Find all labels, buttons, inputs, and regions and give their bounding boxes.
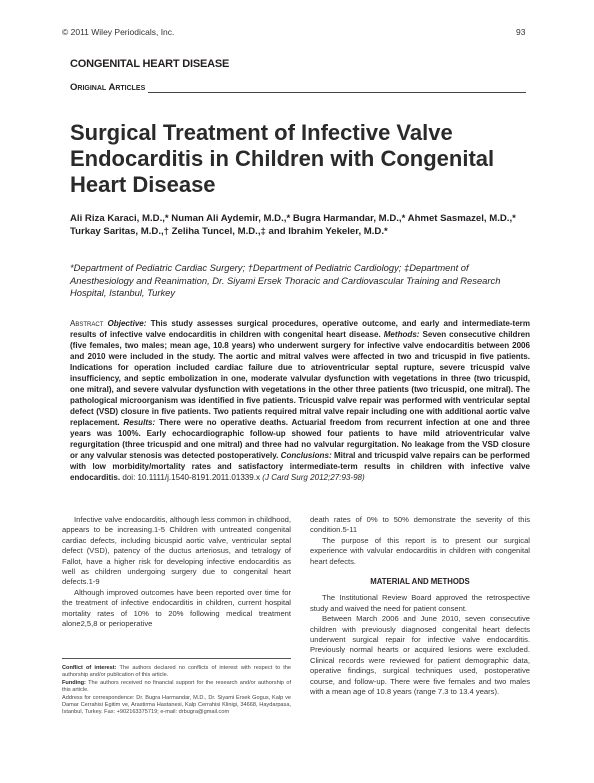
conclusions-label: Conclusions:	[280, 451, 332, 460]
conflict-text: The authors declared no conflicts of interest with respect to the authorship and/or publication of this article.	[62, 665, 292, 679]
conflict-of-interest-note	[62, 665, 291, 680]
abstract-block	[70, 318, 530, 483]
methods-label: Methods:	[383, 330, 420, 339]
footnotes	[62, 665, 291, 717]
results-label: Results:	[123, 418, 156, 427]
objective-text: This study assesses surgical procedures, operative outcome, and early and intermediate-term results of infective valve endocarditis in children with congenital heart disease.	[70, 319, 530, 339]
article-type-heading	[70, 82, 526, 96]
funding-note	[62, 680, 291, 695]
footnote-divider	[62, 658, 291, 659]
body-column-left	[62, 515, 291, 629]
article-type-label: Original Articles	[70, 82, 148, 93]
affiliations: *Department of Pediatric Cardiac Surgery; †Department of Pediatric Cardiology; ‡Department of Anesthesiology and Reanimation, Dr. Siyami Ersek Thoracic and Cardiovascular Training and Research Hospital, Istanbul, Turkey	[70, 262, 501, 298]
methods-paragraph-2: Between March 2006 and June 2010, seven consecutive children with previously diagnosed congenital heart defects underwent surgical repair for infective valve endocarditis. Previously normal hearts or acquired lesions were excluded. Clinical records were reviewed for patient demographic data, operative findings, surgical techniques used, postoperative course, and follow-up. There were five females and two males with a mean age of 10.8 years (range 7.3 to 13.4 years).	[310, 614, 530, 697]
journal-section-heading: CONGENITAL HEART DISEASE	[70, 58, 230, 70]
methods-section-heading: MATERIAL AND METHODS	[370, 577, 470, 587]
objective-label: Objective:	[107, 319, 147, 328]
page-number: 93	[516, 27, 526, 37]
intro-paragraph-1: Infective valve endocarditis, although less common in childhood, appears to be increasing.1-5 Children with untreated congenital cardiac defects, including bicuspid aortic valve, ventricular septal defect (VSD), patency of the ductus arteriosus, and tetralogy of Fallot, have a higher risk for developing infective endocarditis as well as children undergoing surgery due to congenital heart defects.1-9	[62, 515, 291, 587]
intro-paragraph-2: Although improved outcomes have been reported over time for the treatment of infective endocarditis in children, current hospital mortality rates of 10% to 20% following medical treatment alone2,5,8 or perioperative	[62, 587, 291, 629]
author-list: Ali Riza Karaci, M.D.,* Numan Ali Aydemir, M.D.,* Bugra Harmandar, M.D.,* Ahmet Sasmazel, M.D.,* Turkay Saritas, M.D.,† Zeliha Tuncel, M.D.,‡ and Ibrahim Yekeler, M.D.*	[70, 213, 516, 237]
intro-paragraph-purpose: The purpose of this report is to present our surgical experience with valvular endocarditis in children with congenital heart defects.	[310, 535, 530, 566]
funding-text: The authors received no financial support for the research and/or authorship of this article.	[62, 679, 291, 694]
correspondence-address: Address for correspondence: Dr. Bugra Harmandar, M.D., Dr. Siyami Ersek Gogus, Kalp ve Damar Cerrahisi Egitim ve, Arastirma Hastanesi, Kalp Cerrahisi Klinigi, 34668, Haydarpasa, Istanbul, Turkey. Fax: +902163375719; e-mail: drbugra@gmail.com	[62, 694, 291, 716]
conflict-label: Conflict of interest:	[62, 665, 117, 671]
methods-paragraph-1: The Institutional Review Board approved the retrospective study and waived the need for patient consent.	[310, 593, 530, 613]
conclusions-text: Mitral and tricuspid valve repairs can be performed with low morbidity/mortality rates and satisfactory intermediate-term results in children with infective valve endocarditis.	[70, 451, 530, 482]
intro-paragraph-continued: death rates of 0% to 50% demonstrate the severity of this condition.5-11	[310, 515, 530, 535]
body-column-right	[310, 515, 530, 698]
article-title: Surgical Treatment of Infective Valve Endocarditis in Children with Congenital Heart Disease	[70, 120, 495, 197]
methods-text: Seven consecutive children (five females, two males; mean age, 10.8 years) who underwent surgery for infective valve endocarditis between 2006 and 2010 were included in the study. The aortic and mitral valves were affected in two and tricuspid in five patients. Indications for operation included cardiac failure due to atrioventricular septal rupture, severe tricuspid valve insufficiency, and septic embolization in one, moderate valvular dysfunction with vegetations in three (two tricuspid, one mitral), and severe valvular dysfunction with vegetations in the other three patients (two tricuspid, one mitral). The pathological microorganism was identified in five patients. Tricuspid valve repair was performed with ventricular septal defect (VSD) closure in five patients. Two patients required mitral valve repair including one with additional aortic valve replacement.	[70, 330, 530, 427]
results-text: There were no operative deaths. Actuarial freedom from recurrent infection at one and three years was 100%. Early echocardiographic follow-up showed four patients to have mild atrioventricular valve regurgitation (three tricuspid and one mitral) and three had no valvular regurgitation. No leakage from the VSD closure or any valvular stenosis was detected postoperatively.	[70, 418, 530, 460]
doi-link[interactable]: doi: 10.1111/j.1540-8191.2011.01339.x	[122, 473, 261, 482]
abstract-label: Abstract	[70, 319, 104, 328]
funding-label: Funding:	[62, 679, 86, 686]
citation: (J Card Surg 2012;27:93-98)	[262, 473, 365, 482]
copyright-notice: © 2011 Wiley Periodicals, Inc.	[62, 27, 175, 37]
